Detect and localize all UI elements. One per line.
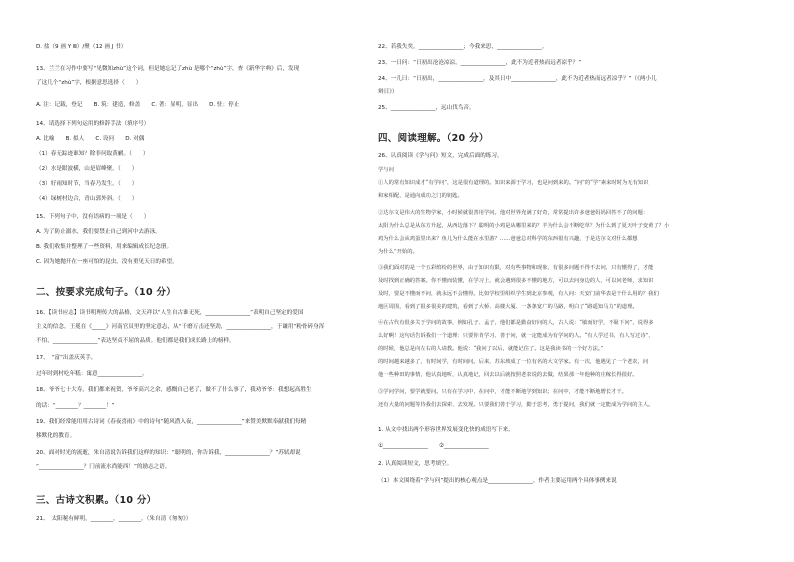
question-23: 23、一日问：“日初出沧沧凉凉，________________，此不为近者热而远者凉乎？” bbox=[378, 60, 582, 66]
question-21: 21、 太阳秘有鲜明，________，________。（朱自清《匆匆》） bbox=[36, 516, 192, 522]
subquestion-2: 2. 认真阅读短文，思考填空。 bbox=[378, 461, 453, 467]
passage-line: 鸡为什么会从鸡蛋里出来？鱼儿为什么能在水里游？……爸爸总对科学的东西很有兴趣，于是达尔文对什么都想 bbox=[378, 236, 638, 242]
passage-title: 学与问 bbox=[378, 167, 394, 173]
passage-line: ⑤学问学问，要学就要问。只有在学习中，在问中，才能不断地学到知识；在问中，才能不断地增长才干。 bbox=[378, 389, 627, 395]
passage-line: ③我们面对的是一个五彩缤纷的世界，由于知识有限，对有些事物和现象，有很多问题不得不去问，只有懂得了，才能 bbox=[378, 265, 654, 271]
passage-line: 么好啊！这句话告诉我们一个道理：只要你肯学习、善于问，就一定能成为有学问的人。“有人学过书，有人写过诗”， bbox=[378, 333, 654, 339]
text-line: A. 比喻 B. 拟人 C. 设问 D. 对偶 bbox=[36, 136, 145, 142]
passage-line: 的时候，他总是向左右的人请教。他说：“我问了以后，就能记住了。这是我读书的一个好方法。” bbox=[378, 346, 604, 352]
passage-line: 还有大量的问题等待我们去探索、去发现。只要我们善于学习，勤于思考，勇于提问，我们就一定能成为学问的主人。 bbox=[378, 402, 654, 408]
text-line: （1）本文围绕着“学与问”提出的核心观点是________________。作者主要运用两个具体事例来说 bbox=[378, 478, 617, 484]
passage-line: 和家相配，是通向成功之门的钥匙。 bbox=[378, 193, 463, 199]
text-line: A. 注：记载，登记 B. 筑：建造，修盖 C. 著：显明，显出 D. 驻：停止 bbox=[36, 102, 240, 108]
passage-line: 地区周围，看到了很多很美的建筑，看到了大桥、高楼大厦、一条条宽广的马路，明白了“路遥知马力”的道理。 bbox=[378, 304, 638, 310]
text-line: （2）水是眼波横，山是眉峰聚。（ ） bbox=[36, 166, 138, 172]
text-line: 过年时到村吃年糕：寓意________________。 bbox=[36, 371, 148, 377]
passage-line: 及时找到正确的答案。你不懂而装懂，在学习上，就会遇到很多不懂的地方，可以去问身边的人，可以问老师，求知识 bbox=[378, 278, 654, 284]
text-line: C. 因为她抛开在一座可怕的昆虫，没有重见天日的希望。 bbox=[36, 259, 178, 265]
section-3-title: 三、古诗文积累。（10 分） bbox=[36, 495, 157, 506]
passage-line: 及时，要是不懂而不问，就永远不会懂得。比如学校里组织学生到北京参观，有人问：天安门前华表是干什么用的？我们 bbox=[378, 291, 659, 297]
passage-line: 太阳为什么总是从东方升起，从西边落下？聪明的小鸡是从哪里来的？羊为什么会不断吃草？为什么到了夏天叶子变黄了？小 bbox=[378, 223, 670, 229]
text-line: B. 我们收集并整理了一些资料，用来编辑成长纪念册。 bbox=[36, 244, 173, 250]
question-24: 24、一儿曰：“日初出，________________，及其日中________________，此不为近者热而远者凉乎？”（《两小儿 bbox=[378, 76, 657, 82]
answer-blanks: ①________________ ②________________ bbox=[378, 443, 489, 449]
passage-line: 的时间越来越多了，有时间学，有时间问。后来，苏东坡成了一位有名的大文学家。有一次，他遇见了一个老农，问 bbox=[378, 359, 649, 365]
passage-line: 他一些种田的事情，他认真地听，认真地记，回去以后就按照老农说的去做，结果那一年他种的庄稼长得很好。 bbox=[378, 372, 638, 378]
text-line: （1）春无踪迹谁知？除非问取黄鹂。（ ） bbox=[36, 151, 149, 157]
question-18: 18、爷爷七十大寿，我们都来祝贺，爷爷高兴之余，感慨自己老了，做不了什么事了，我劝爷爷：我想起高胜生 bbox=[36, 387, 312, 393]
passage-line: ①人的常有知识成才“有学问”，这是很有道理的。知识来源于学习，也是问到来的。“问”的“学”素来时时为无有知识 bbox=[378, 180, 649, 186]
subquestion-1: 1. 从文中找出两个形容世界发展变化快的成语写下来。 bbox=[378, 427, 514, 433]
text-line: A. 为了防止溺水，我们要禁止自己到河中去游泳。 bbox=[36, 229, 161, 235]
question-13: 13、兰兰在习作中要写“见微知zhù”这个词，但是她忘记了zhù 是哪个“zhù”字，查《新华字典》后，发现 bbox=[36, 66, 300, 72]
text-line: 的话：“________？________！” bbox=[36, 403, 115, 409]
question-15: 15、下列句子中，没有语病的一项是（ ） bbox=[36, 214, 150, 220]
question-25: 25、________________，远山伐鸟音。 bbox=[378, 105, 475, 111]
text-line: 了这几个“zhù”字，根据意思选择（ ） bbox=[36, 80, 142, 86]
passage-line: ②达尔文是伟大的生物学家，小时候就很善用学问。他对世界充满了好奇，常常提出许多爸爸妈妈回答不了的问题： bbox=[378, 210, 649, 216]
text-line: 辩日》） bbox=[378, 89, 398, 95]
text-line: 移默化的教育。 bbox=[36, 433, 76, 439]
text-line: （3）好雨知时节，当春乃发生。（ ） bbox=[36, 181, 138, 187]
question-14: 14、请选择下列句运用的修辞手法（填序号） bbox=[36, 121, 150, 127]
question-22: 22、若我失矣，________________；今我来思，________________。 bbox=[378, 44, 548, 50]
question-26: 26、认真阅读《学与问》短文，完成后面的练习。 bbox=[378, 153, 503, 159]
question-19: 19、我们经常能用用古诗词《春夜喜雨》中的诗句“随风潜入夜，________________”来赞美默默奉献我们每精 bbox=[36, 419, 307, 425]
question-16: 16、【读书应志】读书明理传大的品格，文天祥以“人生自古谁无死，________________”表明自己坚定的爱国 bbox=[36, 310, 304, 316]
question-20: 20、面对时光的流逝，朱自清说告诉我们这样的知识：“聪明的，你告诉我，________________？”苏轼却说 bbox=[36, 450, 301, 456]
section-2-title: 二、按要求完成句子。（10 分） bbox=[36, 287, 177, 298]
passage-line: ④在古代有很多关于学问的故事，例如孔子、孟子，他们都是勤奋好问的人，古人说：“敏而好学，不耻下问”，说得多 bbox=[378, 320, 654, 326]
text-line: （4）绿树村边合，青山郭外斜。（ ） bbox=[36, 196, 138, 202]
text-line: D. 盐（9 画 Y Ⅲ）/聚（12 画 J 书） bbox=[36, 44, 127, 50]
section-4-title: 四、阅读理解。（20 分） bbox=[378, 133, 489, 144]
text-line: “________________？门前流水尚能西！”的励志之语。 bbox=[36, 464, 171, 470]
passage-line: 为什么”开始的。 bbox=[378, 249, 418, 255]
text-line: 主义的信念。王冕在《_____》河南官员里的坚定意志，从“千磨万击还坚劲，________________，于谦用“粉骨碎身浑 bbox=[36, 324, 325, 330]
text-line: 不怕，________________”表达坚贞不屈的品质。他们都是我们成长路上的榜样。 bbox=[36, 338, 235, 344]
question-17: 17、 “富”出盖庆英手。 bbox=[36, 355, 97, 361]
